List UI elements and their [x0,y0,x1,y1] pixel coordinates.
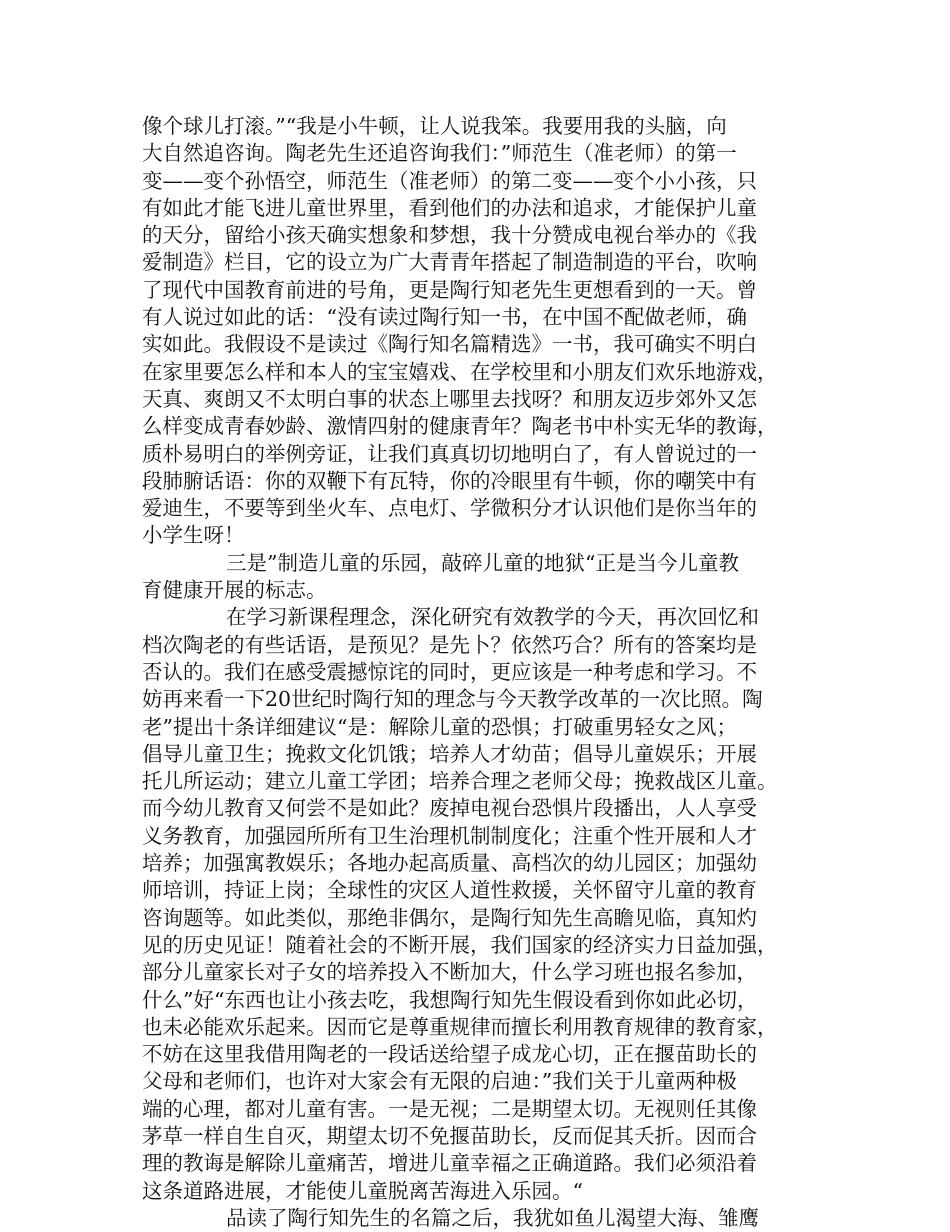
text-line: 质朴易明白的举例旁证，让我们真真切切地明白了，有人曾说过的一 [142,441,757,466]
text-line: 托儿所运动；建立儿童工学团；培养合理之老师父母；挽救战区儿童。 [142,769,778,794]
text-line: 而今幼儿教育又何尝不是如此？废掉电视台恐惧片段播出，人人享受 [142,796,757,821]
text-line: 妨再来看一下20世纪时陶行知的理念与今天教学改革的一次比照。陶 [142,687,763,712]
text-line: 义务教育，加强园所所有卫生治理机制制度化；注重个性开展和人才 [142,823,757,848]
text-line: 部分儿童家长对子女的培养投入不断加大，什么学习班也报名参加， [142,960,757,985]
text-line: 么样变成青春妙龄、激情四射的健康青年？陶老书中朴实无华的教诲， [142,414,778,439]
text-line: 师培训，持证上岗；全球性的灾区人道性救援，关怀留守儿童的教育 [142,878,757,903]
text-line: 在家里要怎么样和本人的宝宝嬉戏、在学校里和小朋友们欢乐地游戏， [142,359,778,384]
text-line: 不妨在这里我借用陶老的一段话送给望子成龙心切，正在揠苗助长的 [142,1042,757,1067]
text-line: 有如此才能飞进儿童世界里，看到他们的办法和追求，才能保护儿童 [142,195,757,220]
text-line: 在学习新课程理念，深化研究有效教学的今天，再次回忆和 [226,605,759,630]
text-line: 大自然追咨询。陶老先生还追咨询我们：”师范生（准老师）的第一 [142,141,737,166]
text-line: 变——变个孙悟空，师范生（准老师）的第二变——变个小小孩，只 [142,168,757,193]
text-line: 咨询题等。如此类似，那绝非偶尔，是陶行知先生高瞻见临，真知灼 [142,905,757,930]
text-line: 档次陶老的有些话语，是预见？是先卜？依然巧合？所有的答案均是 [142,632,757,657]
text-line: 这条道路进展，才能使儿童脱离苦海进入乐园。“ [142,1178,583,1203]
text-line: 像个球儿打滚。”“我是小牛顿，让人说我笨。我要用我的头脑，向 [142,114,727,138]
text-line: 育健康开展的标志。 [142,578,327,603]
text-line: 倡导儿童卫生；挽救文化饥饿；培养人才幼苗；倡导儿童娱乐；开展 [142,741,757,766]
body-text [142,113,822,1232]
text-line: 爱制造》栏目，它的设立为广大青青年搭起了制造制造的平台，吹响 [142,250,757,275]
text-line: 天真、爽朗又不太明白事的状态上哪里去找呀？和朋友迈步郊外又怎 [142,386,757,411]
text-line: 实如此。我假设不是读过《陶行知名篇精选》一书，我可确实不明白 [142,332,757,357]
text-line: 段肺腑话语：你的双鞭下有瓦特，你的冷眼里有牛顿，你的嘲笑中有 [142,468,757,493]
text-line: 的天分，留给小孩天确实想象和梦想，我十分赞成电视台举办的《我 [142,223,757,248]
text-line: 也未必能欢乐起来。因而它是尊重规律而擅长利用教育规律的教育家， [142,1014,778,1039]
text-line: 端的心理，都对儿童有害。一是无视；二是期望太切。无视则任其像 [142,1096,757,1121]
text-line: 父母和老师们，也许对大家会有无限的启迪：”我们关于儿童两种极 [142,1069,737,1094]
text-line: 小学生呀！ [142,523,245,548]
text-line: 了现代中国教育前进的号角，更是陶行知老先生更想看到的一天。曾 [142,277,757,302]
text-line: 培养；加强寓教娱乐；各地办起高质量、高档次的幼儿园区；加强幼 [142,851,757,876]
text-line: 有人说过如此的话：“没有读过陶行知一书，在中国不配做老师，确 [142,305,747,330]
text-line: 茅草一样自生自灭，期望太切不免揠苗助长，反而促其夭折。因而合 [142,1123,757,1148]
text-line: 理的教诲是解除儿童痛苦，增进儿童幸福之正确道路。我们必须沿着 [142,1151,757,1176]
text-line: 什么”好“东西也让小孩去吃，我想陶行知先生假设看到你如此必切， [142,987,758,1012]
text-line: 老”提出十条详细建议“是：解除儿童的恐惧；打破重男轻女之风； [142,714,737,739]
text-line: 否认的。我们在感受震撼惊诧的同时，更应该是一种考虑和学习。不 [142,659,757,684]
text-line: 三是”制造儿童的乐园，敲碎儿童的地狱“正是当今儿童教 [226,550,739,575]
text-line: 见的历史见证！随着社会的不断开展，我们国家的经济实力日益加强， [142,932,778,957]
text-line: 品读了陶行知先生的名篇之后，我犹如鱼儿渴望大海、雏鹰 [226,1205,759,1230]
text-line: 爱迪生，不要等到坐火车、点电灯、学微积分才认识他们是你当年的 [142,496,757,521]
